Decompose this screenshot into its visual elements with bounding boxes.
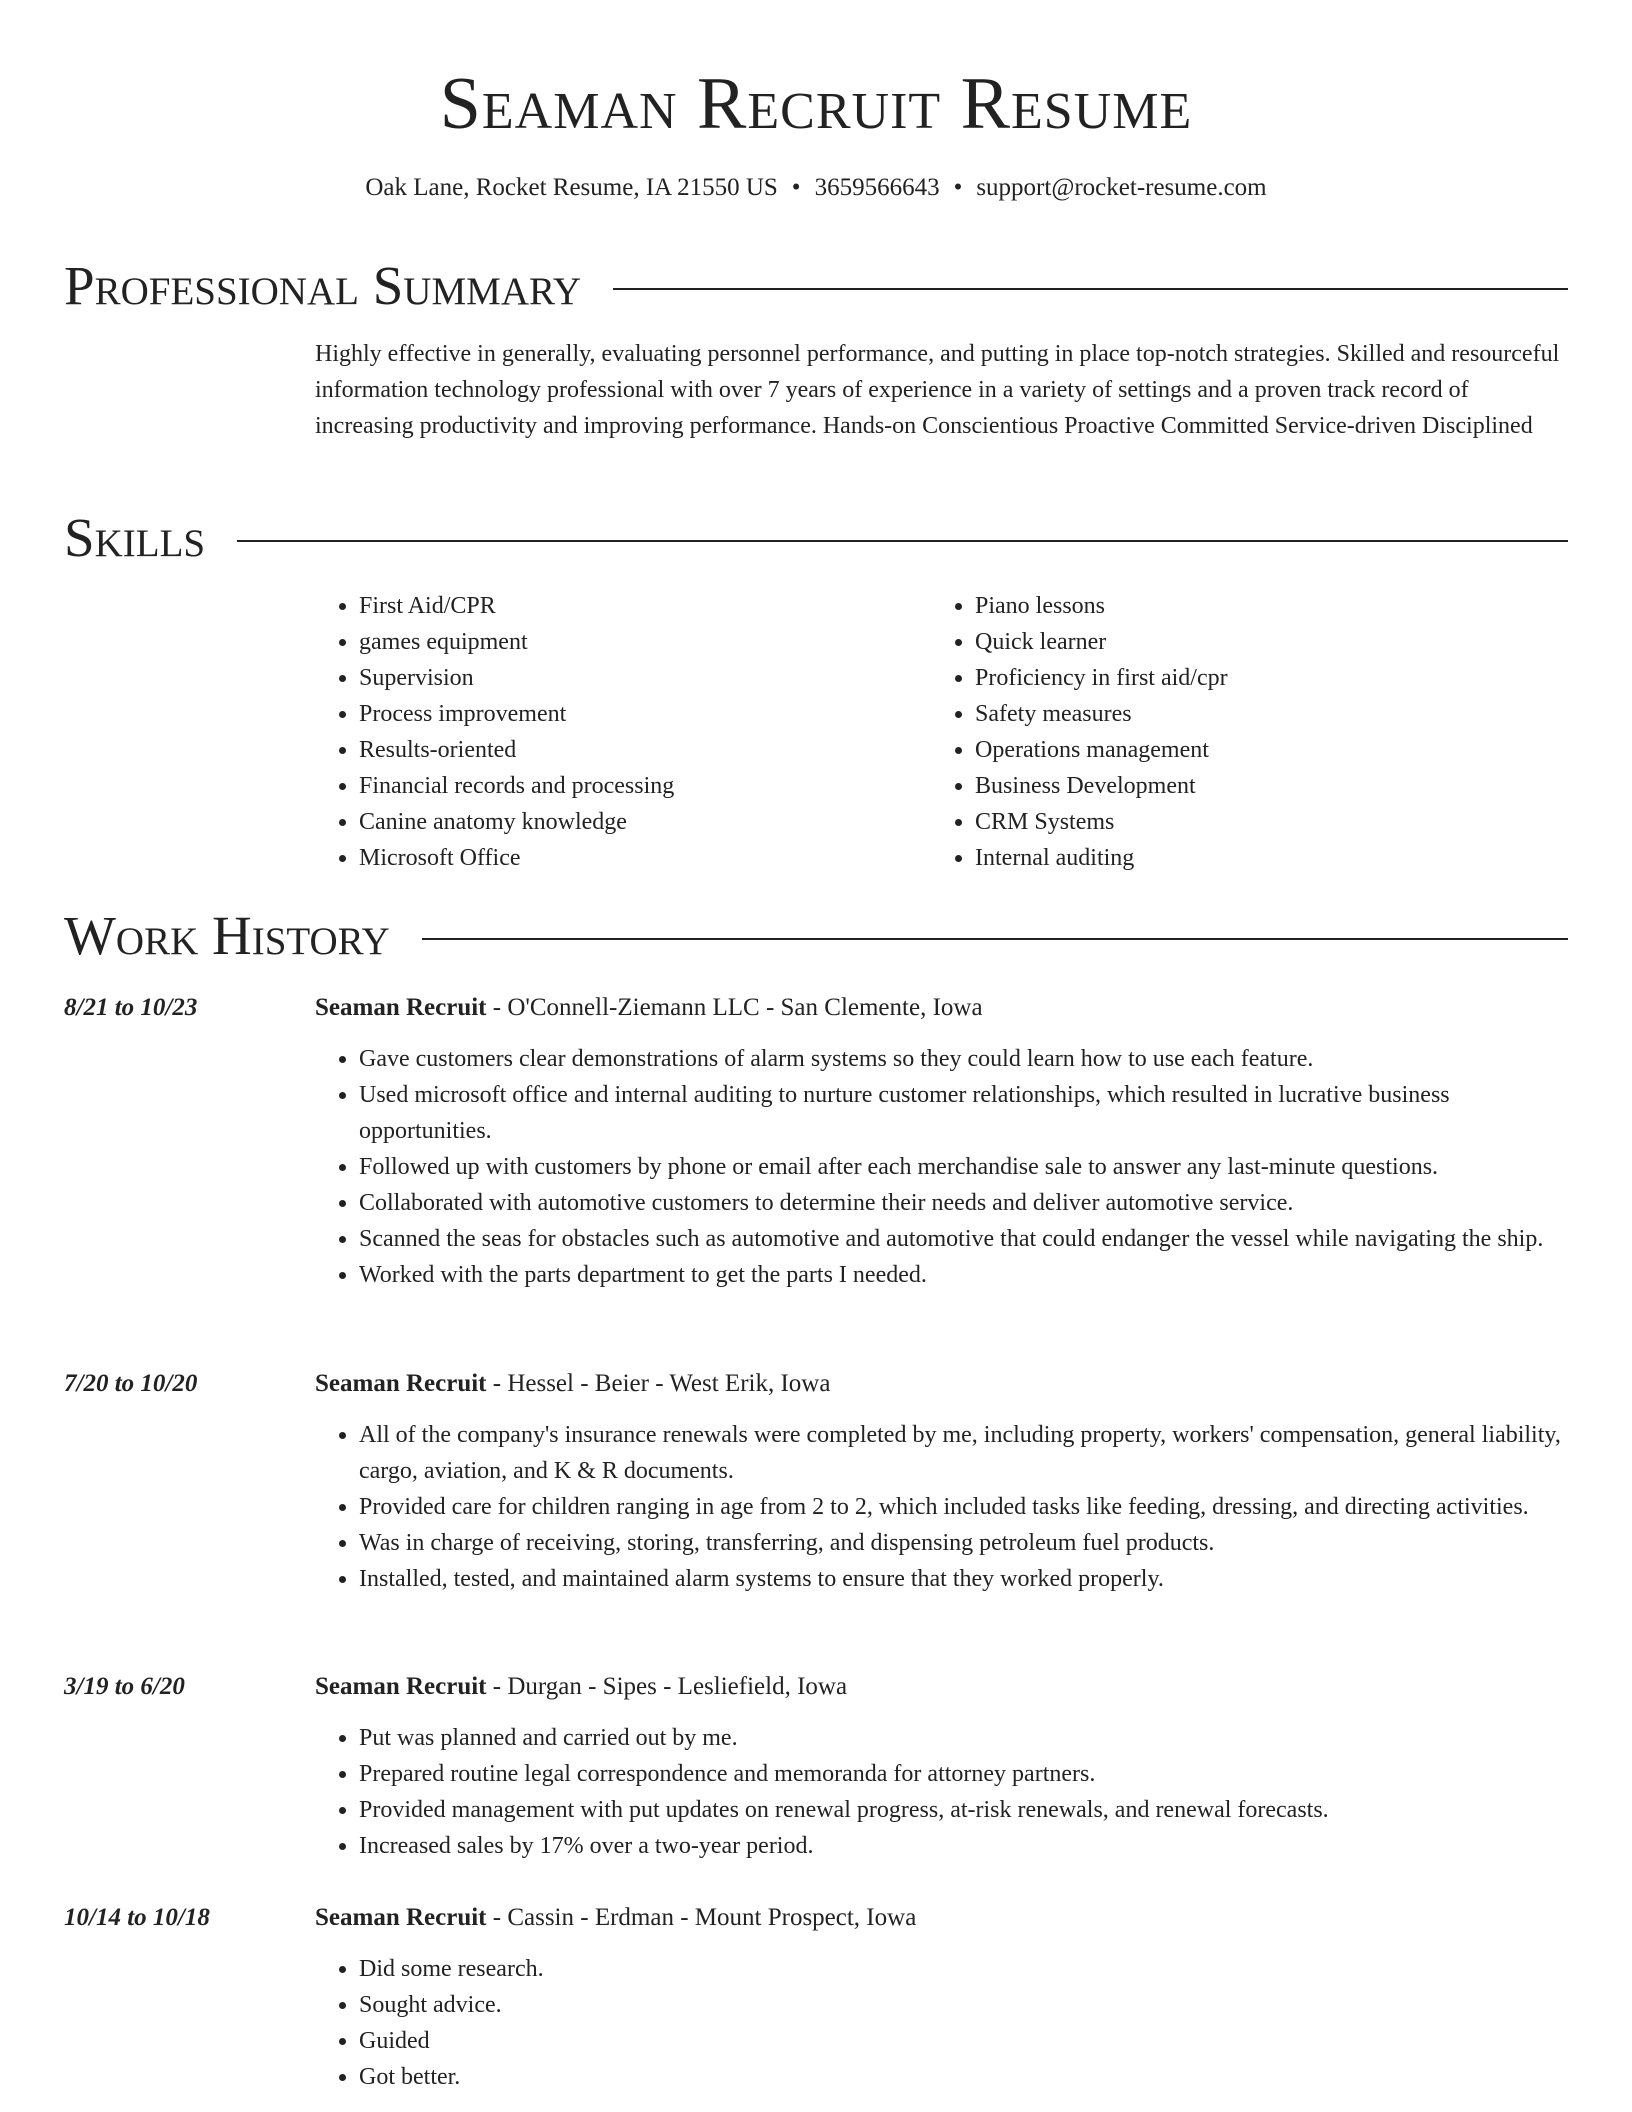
section-divider xyxy=(613,288,1568,290)
job-employer: - O'Connell-Ziemann LLC - San Clemente, Iowa xyxy=(486,994,983,1021)
skill-item: • games equipment xyxy=(359,624,931,660)
job-employer: - Cassin - Erdman - Mount Prospect, Iowa xyxy=(486,1904,917,1931)
job-role: Seaman Recruit xyxy=(315,1673,487,1700)
resume-title: Seaman Recruit Resume xyxy=(439,63,1193,145)
job-employer: - Hessel - Beier - West Erik, Iowa xyxy=(486,1370,831,1397)
skill-item: • Business Development xyxy=(975,768,1568,804)
skill-item: • Financial records and processing xyxy=(359,768,931,804)
job-duty: • Collaborated with automotive customers to determine their needs and deliver automotive service. xyxy=(359,1185,1568,1221)
skill-item: • Operations management xyxy=(975,732,1568,768)
skills-column-left xyxy=(315,588,931,876)
job-role: Seaman Recruit xyxy=(315,994,487,1021)
job-duty: • Installed, tested, and maintained alarm systems to ensure that they worked properly. xyxy=(359,1561,1568,1597)
skills-section-title: Skills xyxy=(64,507,206,568)
job-heading xyxy=(315,991,983,1025)
job-heading xyxy=(315,1367,830,1401)
job-duty: • All of the company's insurance renewals were completed by me, including property, workers' compensation, general liability, cargo, aviation, and K & R documents. xyxy=(359,1417,1568,1489)
job-duty: • Used microsoft office and internal auditing to nurture customer relationships, which resulted in lucrative business opportunities. xyxy=(359,1077,1568,1149)
job-duty: • Gave customers clear demonstrations of alarm systems so they could learn how to use each feature. xyxy=(359,1041,1568,1077)
job-duties xyxy=(315,1720,1568,1864)
skills-section-header xyxy=(64,508,1568,568)
job-duties xyxy=(315,1951,1568,2095)
skill-item: • Safety measures xyxy=(975,696,1568,732)
skills-list xyxy=(315,588,1568,876)
contact-line xyxy=(0,172,1632,204)
job-heading xyxy=(315,1901,916,1935)
skill-item: • Piano lessons xyxy=(975,588,1568,624)
section-divider xyxy=(422,938,1568,940)
job-duty: • Got better. xyxy=(359,2059,1568,2095)
job-employer: - Durgan - Sipes - Lesliefield, Iowa xyxy=(486,1673,848,1700)
job-date: 3/19 to 6/20 xyxy=(64,1673,185,1700)
job-duty: • Followed up with customers by phone or email after each merchandise sale to answer any last-minute questions. xyxy=(359,1149,1568,1185)
job-duty: • Did some research. xyxy=(359,1951,1568,1987)
skill-item: • Proficiency in first aid/cpr xyxy=(975,660,1568,696)
job-duty: • Worked with the parts department to get the parts I needed. xyxy=(359,1257,1568,1293)
skill-item: • Internal auditing xyxy=(975,840,1568,876)
skill-item: • CRM Systems xyxy=(975,804,1568,840)
skills-column-right xyxy=(931,588,1568,876)
skill-item: • Quick learner xyxy=(975,624,1568,660)
job-duty: • Increased sales by 17% over a two-year period. xyxy=(359,1828,1568,1864)
job-duty: • Guided xyxy=(359,2023,1568,2059)
skill-item: • Microsoft Office xyxy=(359,840,931,876)
job-duty: • Put was planned and carried out by me. xyxy=(359,1720,1568,1756)
contact-separator: • xyxy=(791,174,801,201)
contact-phone: 3659566643 xyxy=(814,174,940,201)
job-date: 10/14 to 10/18 xyxy=(64,1904,210,1931)
contact-address: Oak Lane, Rocket Resume, IA 21550 US xyxy=(365,174,778,201)
contact-email: support@rocket-resume.com xyxy=(976,174,1267,201)
job-duties xyxy=(315,1041,1568,1293)
section-divider xyxy=(237,540,1568,542)
job-duty: • Provided management with put updates on renewal progress, at-risk renewals, and renewal forecasts. xyxy=(359,1792,1568,1828)
job-heading xyxy=(315,1670,847,1704)
job-duties xyxy=(315,1417,1568,1597)
job-role: Seaman Recruit xyxy=(315,1904,487,1931)
job-duty: • Prepared routine legal correspondence and memoranda for attorney partners. xyxy=(359,1756,1568,1792)
summary-section-header xyxy=(64,256,1568,316)
skill-item: • Supervision xyxy=(359,660,931,696)
skill-item: • First Aid/CPR xyxy=(359,588,931,624)
resume-header xyxy=(0,62,1632,204)
job-duty: • Was in charge of receiving, storing, transferring, and dispensing petroleum fuel products. xyxy=(359,1525,1568,1561)
job-date: 7/20 to 10/20 xyxy=(64,1370,198,1397)
job-date: 8/21 to 10/23 xyxy=(64,994,198,1021)
job-duty: • Scanned the seas for obstacles such as automotive and automotive that could endanger the vessel while navigating the ship. xyxy=(359,1221,1568,1257)
skill-item: • Canine anatomy knowledge xyxy=(359,804,931,840)
job-role: Seaman Recruit xyxy=(315,1370,487,1397)
contact-separator: • xyxy=(953,174,963,201)
skill-item: • Process improvement xyxy=(359,696,931,732)
work-section-title: Work History xyxy=(64,905,390,966)
job-duty: • Sought advice. xyxy=(359,1987,1568,2023)
summary-text: Highly effective in generally, evaluating personnel performance, and putting in place top-notch strategies. Skilled and resourceful information technology professional with over 7 years of experience in a variety of settings and a proven track record of increasing productivity and improving performance. Hands-on Conscientious Proactive Committed Service-driven Disciplined xyxy=(315,341,1560,439)
work-section-header xyxy=(64,906,1568,966)
summary-section-title: Professional Summary xyxy=(64,255,582,316)
job-duty: • Provided care for children ranging in age from 2 to 2, which included tasks like feeding, dressing, and directing activities. xyxy=(359,1489,1568,1525)
skill-item: • Results-oriented xyxy=(359,732,931,768)
